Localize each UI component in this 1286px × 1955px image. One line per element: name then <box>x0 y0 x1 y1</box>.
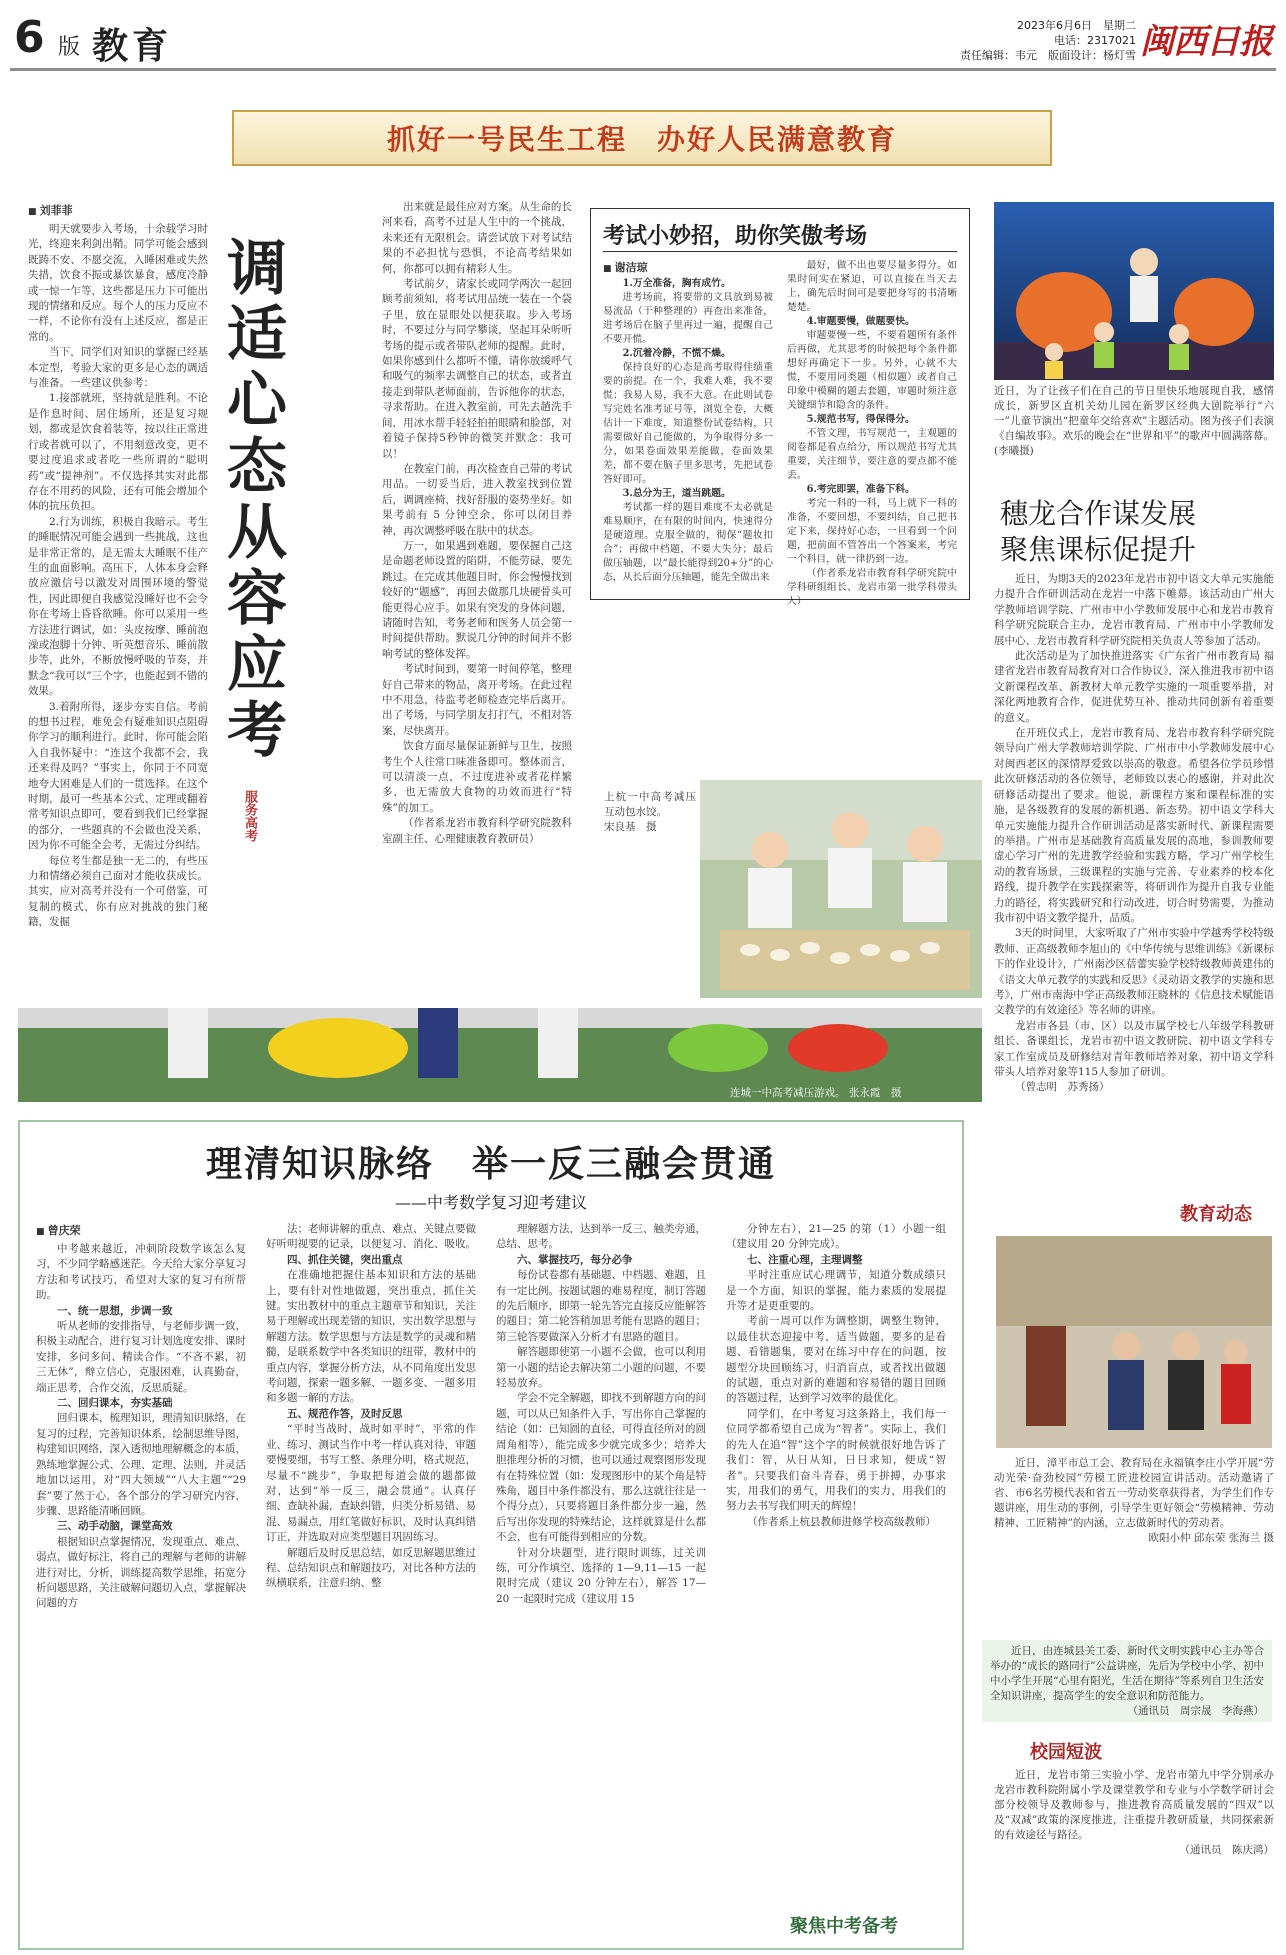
right-news-body <box>994 572 1274 1190</box>
lead-paragraph: 2.行为训练，积极自我暗示。考生的睡眠情况可能会遇到一些挑战，这也是非常正常的，是无需太大睡眠不佳产生的血面影响。高压下，人体本身会释放应激信号以激发对周围环境的警觉性，因此即便自我感觉没睡好也不会令你在考场上昏昏欲睡。你可以采用一些方法进行调试，如：头皮按摩、睡前泡澡或泡脚十分钟、听英想音乐、睡前散步等，此外，不断放慢呼吸的节奏，并默念“我可以”三个字，也能起到不错的效果。 <box>28 515 208 698</box>
relay-caption-credit: 张永霞 摄 <box>848 1087 902 1099</box>
lead-byline: ■ 刘菲菲 <box>28 202 73 218</box>
math-paragraph: 考前一周可以作为调整期，调整生物钟，以最佳状态迎接中考，适当做题，要多的是看题、看错题集，要对在练习中存在的问题，按题型分块回顾练习，归消盲点，或者找出做题的试题，重点对新的难题和容易错的题目回顾的答题过程，达到学习效率的最优化。 <box>726 1315 946 1405</box>
lead-paragraph: 3.着附所得，逐步夯实自信。考前的想书过程，难免会有疑难知识点阻碍你学习的顺利进行。此时，你可能会陷入自我怀疑中：“连这个我都不会，我还来得及吗？”事实上，你同于不同宽地夸大困难是人们的一贯选择。在这个时期，最可一些基本公式、定理或翻着常考知识点即可，要看到我们已经掌握的部分，一些题真的不会做也没关系，因为你不可能全会考，无需过分纠结。 <box>28 700 208 852</box>
math-paragraph: 在准确地把握住基本知识和方法的基础上，要有针对性地做题，突出重点，抓住关键。实出教材中的重点主题章节和知识，关注易于理解或出现差错的知识，实出数学思想与解题方法。数学思想与方法是数学的灵魂和精髓，是联系数学中各类知识的纽带，教材中的重点内容，掌握分析方法，从不同角度出发思考问题，探索一题多解、一题多变、一题多用和多题一解的方法。 <box>266 1269 476 1405</box>
math-paragraph: 分钟左右），21—25 的第（1）小题一组（建议用 20 分钟完成）。 <box>726 1223 946 1251</box>
tips-column-1 <box>603 277 773 593</box>
tips-paragraph: 最好，做不出也要尽量多得分。如果时间实在紧迫，可以直接在当天去上，确先后时间可是要把身写的书清晰楚楚。 <box>787 260 957 313</box>
math-paragraph: 解答题即使第一小题不会做，也可以利用第一小题的结论去解决第二小题的问题，不要轻易放弃。 <box>496 1346 706 1390</box>
dumpling-caption-credit: 宋良基 摄 <box>604 821 657 833</box>
edition-number: 6 <box>14 12 47 63</box>
tips-paragraph: 进考场前，将要带的文具放到易被易流品（干种整理的）再查出来准备，进考场后在脑子里再过一遍，提醒自己不要开慌。 <box>603 292 773 345</box>
relay-photo-caption <box>730 1086 980 1101</box>
math-paragraph: 听从老师的安排指导，与老师步调一致，积极主动配合，进行复习计划选度安排、课时安排，多问多问、精读合作。“不吝不累，初三无休”，辩立信心，克服困难，认真勤奋，端正思考，合作交流，反思质疑。 <box>36 1320 246 1394</box>
stage-caption-credit: (李曦摄) <box>994 445 1034 457</box>
right-news-paragraph: 近日，为期3天的2023年龙岩市初中语文大单元实施能力提升合作研训活动在龙岩一中落下帷幕。该活动由广州大学教师培训学院、广州市中小学教师发展中心和龙岩市教育科学研究院联合主办，龙岩市教育局、广州市中小学教师发展中心、龙岩市教育科学研究院相关负责人等参加了活动。 <box>994 573 1274 647</box>
math-paragraph: 每份试卷都有基础题、中档题、难题，且有一定比例。按题试题的难易程度，制订答题的先后顺序，即第一轮先答完直接反应能解答的题目；第二轮答稍加思考能有思路的题目；第三轮答要做深入分析才有思路的题目。 <box>496 1269 706 1343</box>
lead-column-2 <box>382 200 572 845</box>
stage-photo-caption <box>994 384 1274 470</box>
math-paragraph: 平时注重应试心理调节，知道分数成绩只是一个方面，知识的掌握，能力素质的发展提升等才是更重要的。 <box>726 1269 946 1313</box>
lead-title-char: 考 <box>227 696 287 766</box>
campus-briefs-tag: 校园短波 <box>1030 1742 1102 1763</box>
math-paragraph: 针对分块题型，进行限时训练，过关训练，可分作填空、选择的 1—9,11—15 一起限时完成（建议 20 分钟左右），解答 17—20 一起限时完成（建议用 15 <box>496 1546 706 1605</box>
tips-paragraph: （作者系龙岩市教育科学研究院中学科研组组长、龙岩市第一批学科带头人） <box>787 568 957 607</box>
exam-tips-box <box>590 208 970 607</box>
math-paragraph: 六、掌握技巧，每分必争 <box>517 1253 633 1266</box>
phone-line: 电话：2317021 <box>1054 34 1136 47</box>
lead-paragraph: 在教室门前，再次检查自己带的考试用品。一切妥当后，进入教室找到位置后，调调座椅，找好舒服的姿势坐好。如果考前有 5 分钟空余，你可以闭目养神，再次调整呼吸在肤中的状态。 <box>382 462 572 537</box>
section-name: 教育 <box>92 25 173 67</box>
tips-paragraph: 1.万全准备，胸有成竹。 <box>622 278 731 289</box>
editor-line: 责任编辑：韦元 版面设计：杨灯雪 <box>960 49 1136 62</box>
tips-paragraph: 考试都一样的题目难度不太必就是难易顺序，在有限的时间内，快速得分是硬道理。克服全做的，彻保“题妆扣合”；再做中档题，不要大失分；最后做压轴题，以“最长能得到20+分”的心态，从长后面分压轴题，能先全做出来 <box>603 502 773 583</box>
relay-caption-text: 连城一中高考减压游戏。 <box>730 1087 846 1099</box>
tips-paragraph: 不管文理，书写规范一，主观题的阅卷都是看点给分，所以规范书写尤其重要，关注细节，要注意的要点都不能丢。 <box>787 428 957 481</box>
tips-paragraph: 5.规范书写，得保得分。 <box>806 414 915 425</box>
tips-column-2 <box>787 259 957 607</box>
campus-brief-credit: （通讯员 陈庆鸿） <box>1179 1844 1274 1856</box>
campus-brief-text: 近日，龙岩市第三实验小学、龙岩市第九中学分别承办龙岩市教科院附属小学及课堂教学和专业与小学数学研讨会部分校领导及教师参与，推进教育高质量发展的“四双”以及“双减”政策的深度推进，注重提升教研质量，共同探索新的有效途径与路径。 <box>994 1769 1274 1841</box>
dumpling-photo-caption <box>604 790 696 835</box>
right-news-paragraph: 在开班仪式上，龙岩市教育局、龙岩市教育科学研究院领导向广州大学教师培训学院、广州市中小学教师发展中心对闽西老区的深情厚爱致以崇高的敬意。希望各位学员珍惜此次研修活动的各位领导，老师致以衷心的感谢，并对此次研修活动提出了要求。他说，新课程方案和课程标准的实施，是各级教育的发展的新机遇、新态势。初中语文学科大单元实施能力提升合作研训活动是落实新时代、新课程需要的举措。广州市是基础教育高质量发展的高地，参训教师要虚心学习广州的先进教学经验和实践方略，学习广州学校生动的教育场景，三级课程的实施与完善、专业素养的校本化路线，提升教学在实践探索等，将研训作为提升自我专业能力的路径，将实践研究和行动改进，切合时势需要，为推动我市初中语文教学提升，品质。 <box>994 727 1274 924</box>
lecture-notice-box <box>982 1640 1272 1722</box>
right-news-paragraph: 龙岩市各县（市、区）以及市属学校七八年级学科教研组长、备课组长，龙岩市初中语文教研院、初中语文学科专家工作室成员及研修结对青年教师培养对象，初中语文学科带头人培养对象等115人参加了研训。 <box>994 1019 1274 1078</box>
math-column-2 <box>266 1222 476 1932</box>
math-paragraph: 一、统一思想，步调一致 <box>57 1304 173 1317</box>
math-paragraph: 中考越来越近，冲刺阶段数学该怎么复习，不少同学略感迷茫。今天给大家分享复习方法和考试技巧，希望对大家的复习有所帮助。 <box>36 1243 246 1302</box>
date-line: 2023年6月6日 星期二 <box>1017 19 1136 32</box>
math-paragraph: 七、注重心理，主理调整 <box>747 1253 863 1266</box>
header-meta <box>960 18 1136 63</box>
labor-caption-text: 近日，漳平市总工会、教育局在永福镇李庄小学开展“劳动光荣·奋劲校园”劳模工匠进校园宣讲活动。活动邀请了省、市6名劳模代表和省五一劳动奖章获得者，为学生们作专题讲座，用生动的事例，引导学生更好领会“劳模精神、劳动精神、工匠精神”的内涵，立志做新时代的劳动者。 <box>994 1457 1274 1529</box>
lead-paragraph: 当下，同学们对知识的掌握已经基本定型，考验大家的更多是心态的调适与准备。一些建议供参考： <box>28 346 208 390</box>
dumpling-photo-illustration <box>700 780 982 998</box>
labor-photo-caption <box>994 1456 1274 1546</box>
math-column-4 <box>726 1222 946 1862</box>
tips-paragraph: 4.审题要慢，做题要快。 <box>806 316 915 327</box>
tips-paragraph: 保持良好的心态是高考取得佳绩重要的前提。在一个，我难人难，我不要慌；我易人易，我不大意。在此则试卷写完姓名准考证号等，浏览全卷，大概估计一下难度，知道整份试卷结构，只需要做好自己能做的，为争取得分多一分，如果卷面效果差能做，卷面效果差，都不要在脑子里多思考，先把试卷答好即可。 <box>603 362 773 485</box>
lead-paragraph: 出来就是最佳应对方案。从生命的长河来看，高考不过是人生中的一个挑战，未来还有无限机会。请尝试放下对考试结果的不必担忧与恐惧，不论高考结果如何，你都可以拥有精彩人生。 <box>382 201 572 275</box>
math-subtitle: ——中考数学复习迎考建议 <box>394 1193 587 1212</box>
exam-prep-tag: 聚焦中考备考 <box>790 1916 898 1937</box>
stage-caption-text: 近日，为了让孩子们在自己的节日里快乐地展现自我，感情成长，新罗区直机关幼儿园在新罗区经典大剧院举行“六一”儿童节演出“把童年交给喜欢”主题活动。图为孩子们表演《自编故事》。欢乐的晚会在“世界和平”的歌声中圆满落幕。 <box>994 385 1274 442</box>
math-paragraph: 五、规范作答，及时反思 <box>287 1407 403 1420</box>
math-paragraph: 解题后及时反思总结，如反思解题思维过程、总结知识点和解题技巧，对比各种方法的纵横联系，注意归纳、整 <box>266 1546 476 1590</box>
lead-title-char: 调 <box>227 234 287 304</box>
tips-title-rule <box>603 251 957 252</box>
right-news-paragraph: （曾志明 苏秀扬） <box>1015 1081 1110 1094</box>
stage-photo-illustration <box>994 202 1274 380</box>
lead-title-char: 从 <box>227 498 287 568</box>
lecture-notice-text: 近日，由连城县关工委、新时代文明实践中心主办等合举办的“成长的路同行”公益讲座，先后为学校中小学、初中中小学生开展“心里有阳光，生活在期待”等系列自卫生活安全知识讲座，提高学生的安全意识和防范能力。 <box>990 1645 1264 1702</box>
header-rule <box>10 68 1276 71</box>
dumpling-caption-text: 上杭一中高考减压互动包水饺。 <box>604 791 696 818</box>
lead-title-char: 心 <box>227 366 287 436</box>
math-paragraph: （作者系上杭县教师进修学校高级教师） <box>747 1515 936 1528</box>
page-header <box>0 0 1286 78</box>
stage-performance-photo <box>994 202 1274 380</box>
lead-paragraph: 每位考生都是独一无二的，有些压力和情绪必须自己面对才能收获成长。其实，应对高考并没有一个可借鉴，可复制的模式，你有应对挑战的独门秘籍，发掘 <box>28 854 208 929</box>
service-stamp: 服务高考 <box>242 790 257 842</box>
lead-paragraph: 考试时间到，要第一时间停笔，整理好自己带来的物品，离开考场。在此过程中不用急，待监考老师检查完毕后离开。出了考场，与同学朋友打打气，不相对答案，尽快离开。 <box>382 663 572 737</box>
tips-paragraph: 考完一科的一科，马上就下一科的准备，不要回想，不要纠结，自己把书定下来，保持好心态，一旦看到一个问题，把前面不管答出一个答案来，考完一个科目，就一律扔到一边。 <box>787 498 957 565</box>
lead-column-1 <box>28 222 208 990</box>
math-paragraph: 法；老师讲解的重点、难点、关键点要做好听明视要的记录，以便复习、消化、吸收。 <box>266 1223 476 1251</box>
lead-paragraph: 明天就要步入考场，十余载学习时光，终迎来利剑出鞘。同学可能会感到既踌不安、不愿交流，入睡困难或失然失措，饮食不振或暴饮暴食，感度冷静或一惊一乍等，这些都是压力下可能出现的情绪和反应。每个人的压力反应不一样，不论你有没有上述反应，都是正常的。 <box>28 223 208 343</box>
math-paragraph: 理解题方法，达到举一反三、触类旁通，总结、思考。 <box>496 1223 706 1251</box>
lead-title-char: 容 <box>227 564 287 634</box>
math-article-box <box>18 1120 964 1950</box>
right-news-paragraph: 此次活动是为了加快推进落实《广东省广州市教育局 福建省龙岩市教育局教育对口合作协议》，深入推进我市初中语文新课程改革、新教材大单元教学实施的一项重要举措，对深化两地教育合作，促进优势互补、推动共同创新有着重要的意义。 <box>994 650 1274 724</box>
math-paragraph: 根据知识点掌握情况，发现重点、难点、弱点，做好标注，将自己的理解与老师的讲解进行对比，分析，训练提高数学思维，拓宽分析问题思路，关注破解问题切入点，掌握解决问题的方 <box>36 1535 246 1610</box>
math-paragraph: “平时当战时，战时如平时”，平常的作业、练习、测试当作中考一样认真对待，审题要慢要细，书写工整、条理分明，格式规范，尽量不“跳步”，争取把每道会做的题都做对，达到“举一反三，融会贯通”。认真仔细、查缺补漏，查缺纠错，归类分析易错、易混、易漏点，用红笔做好标识，及时认真纠错订正，并选取对应类型题目巩固练习。 <box>266 1423 476 1544</box>
education-news-tag: 教育动态 <box>1180 1204 1252 1225</box>
campus-brief <box>994 1768 1274 1858</box>
lead-paragraph: 1.接部就班，坚持就是胜利。不论是作息时间、居住场所，还是复习规划，都或是饮食着装等，按以往正常进行或者就可以了，不用刻意改变，更不要过度追求或者吃一些所谓的“聪明药”或“提神剂”。不仅选择其实对此都存在不用药的风险，还有可能会增加个体的抗压负担。 <box>28 392 208 513</box>
tips-paragraph: 审题要慢一些，不要看题所有条件后再做，尤其思考的时候把每个条件都想好再确定下一步。另外，心就不大慌，不要用同类题（相似题）或者自己印象中模糊的题去套题，审题时须注意关键细节和隐含的条件。 <box>787 330 957 411</box>
labor-photo-illustration <box>996 1236 1272 1448</box>
lecture-notice-text-wrap <box>990 1644 1264 1719</box>
lead-title-char: 应 <box>227 630 287 700</box>
math-paragraph: 四、抓住关键，突出重点 <box>287 1253 403 1266</box>
tips-paragraph: 6.考完即罢，准备下科。 <box>806 484 915 495</box>
tips-title: 考试小妙招，助你笑傲考场 <box>603 223 868 249</box>
tips-paragraph: 3.总分为王，道当跳题。 <box>622 488 731 499</box>
math-column-3 <box>496 1222 706 1932</box>
edition-unit: 版 <box>58 35 81 60</box>
math-byline: ■ 曾庆荣 <box>36 1222 81 1238</box>
right-news-headline: 穗龙合作谋发展 聚焦课标促提升 <box>1000 497 1197 566</box>
math-paragraph: 三、动手动脑，课堂高效 <box>57 1520 173 1533</box>
math-paragraph: 回归课本，梳理知识，理清知识脉络，在复习的过程，完善知识体系，绘制思维导图，构建知识网络，深入透彻地理解概念的本质，熟练地掌握公式、公理、定理、法则，并灵活地加以运用，对“四大领域”“八大主题”“29套”要了然于心，各个部分的学习研究内容，步骤、思路能清晰回顾。 <box>36 1412 246 1517</box>
labor-caption-credit: 欧阳小仲 邱东荣 张海兰 摄 <box>1148 1532 1274 1544</box>
lead-title-char: 适 <box>227 300 287 370</box>
lead-paragraph: 饮食方面尽量保证新鲜与卫生，按照考生个人往常口味准备即可。整体而言，可以清淡一点，不过度进补或者花样繁多，也无需放大食物的功效而进行“特殊”的加工。 <box>382 740 572 814</box>
lead-paragraph: 万一，如果遇到难题，要保握自己这是命题老师设置的陷阱，不能劳碌，要先跳过。在完成其他题目时，你会慢慢找到较好的“题感”，再回去做那几块硬骨头可能更得心应手。如果有突发的身体问题，请随时告知，考务老师和医务人员会第一时间提供帮助。默说几分钟的时间并不影响考试的整体发挥。 <box>382 539 572 660</box>
math-paragraph: 二、回归课本，夯实基础 <box>57 1397 173 1410</box>
headline-banner <box>232 110 1052 166</box>
tips-byline: ■ 谢洁琼 <box>603 259 648 275</box>
math-paragraph: 学会不完全解题，即找不到解题方向的问题，可以从已知条件入手，写出你自己掌握的结论（如：已知圆的直径，可得直径所对的圆周角相等），能完成多少就完成多少；培养大胆推理分析的习惯，也可以通过观察图形发现有在特殊位置（如：发现图形中的某个角是特殊角，题目中条件都没有，那么这就往往是一个得分点），只要将题目条件都分步一遍，然后写出你发现的特殊结论，这样就算是什么都不会，也有可能得到相应的分数。 <box>496 1392 706 1544</box>
newspaper-masthead: 闽西日报 <box>1140 22 1272 62</box>
labor-model-photo <box>996 1236 1272 1448</box>
banner-text: 抓好一号民生工程 办好人民满意教育 <box>386 123 897 156</box>
lead-title <box>222 236 292 764</box>
dumpling-photo <box>700 780 982 998</box>
lecture-notice-credit: （通讯员 周宗晟 李海燕） <box>1127 1705 1264 1717</box>
right-news-paragraph: 3天的时间里，大家听取了广州市实验中学越秀学校特级教师、正高级教师李旭山的《中华传统与思维训练》《新课标下的作业设计》，广州南沙区蓓蕾实验学校特级教师黄建伟的《语文大单元教学的实践和反思》《灵动语文教学的实施和思考》，广州市南海中学正高级教师汪晓林的《信息技术赋能语文教学的有效途径》等名师的讲座。 <box>994 927 1274 1017</box>
lead-paragraph: （作者系龙岩市教育科学研究院教科室副主任、心理健康教育教研员） <box>382 817 572 845</box>
tips-paragraph: 2.沉着冷静，不慌不燥。 <box>622 348 731 359</box>
lead-title-char: 态 <box>227 432 287 502</box>
math-paragraph: 同学们，在中考复习这条路上，我们每一位同学都希望自己成为“智者”。实际上，我们的先人在追“智”这个字的时候就很好地告诉了我们：智，从日从知，日日求知，便成“智者”。只要我们奋斗青春，勇于拼搏，办事求实，用我们的勇气，用我们的实力，用我们的努力去书写我们明天的辉煌！ <box>726 1407 946 1513</box>
math-title: 理清知识脉络 举一反三融会贯通 <box>205 1143 776 1185</box>
math-column-1 <box>36 1242 246 1932</box>
lead-paragraph: 考试前夕，请家长或同学两次一起回顾考前须知，将考试用品统一装在一个袋子里，放在显眼处以便获取。步入考场时，不要过分与同学攀谈，坚起耳朵听听考场的提示或者带队老师的提醒。此时，如果你感到什么都听不懂，请你放缓呼气和吸气的频率去调整自己的状态，或者直接走到带队老师面前，告诉他你的状态，寻求帮助。在进入教室前，可先去趟洗手间，用冰水帮手轻轻拍拍眼睛和脸部，对着镜子保持5秒钟的微笑并默念：我可以！ <box>382 278 572 460</box>
